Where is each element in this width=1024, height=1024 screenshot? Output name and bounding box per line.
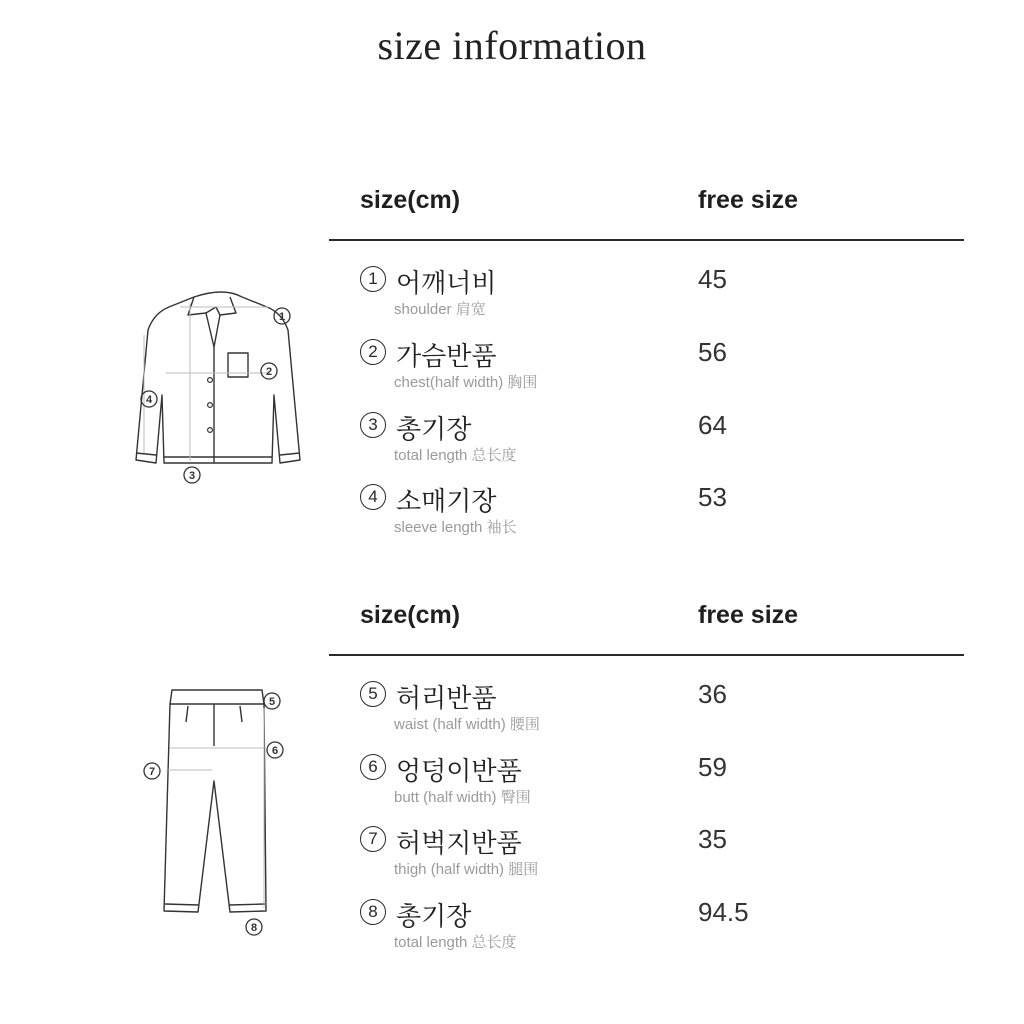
row-label-english: thigh (half width) 腿围 bbox=[394, 861, 539, 878]
row-value: 59 bbox=[698, 752, 727, 782]
row-number: 7 bbox=[360, 826, 386, 852]
size-row-shoulder bbox=[0, 266, 1024, 338]
row-label-korean: 허벅지반품 bbox=[396, 829, 522, 859]
row-label-english: butt (half width) 臀围 bbox=[394, 789, 531, 806]
row-label-korean: 엉덩이반품 bbox=[396, 757, 522, 787]
size-row-total-length bbox=[0, 412, 1024, 484]
header-free-size: free size bbox=[698, 601, 799, 629]
row-label-korean: 가슴반품 bbox=[396, 342, 497, 372]
row-label-korean: 허리반품 bbox=[396, 684, 497, 714]
row-value: 35 bbox=[698, 824, 727, 854]
row-label-korean: 총기장 bbox=[396, 902, 472, 932]
header-size-cm: size(cm) bbox=[360, 601, 461, 629]
row-label-korean: 어깨너비 bbox=[396, 269, 497, 299]
svg-text:8: 8 bbox=[250, 922, 258, 934]
row-value: 94.5 bbox=[698, 897, 749, 927]
row-label-english: chest(half width) 胸围 bbox=[394, 374, 538, 391]
row-value: 45 bbox=[698, 264, 727, 294]
row-number: 6 bbox=[360, 754, 386, 780]
header-divider bbox=[329, 654, 964, 656]
size-row-sleeve bbox=[0, 484, 1024, 556]
svg-text:4: 4 bbox=[145, 394, 153, 406]
row-label-korean: 소매기장 bbox=[396, 487, 497, 517]
size-row-thigh bbox=[0, 826, 1024, 898]
size-row-chest bbox=[0, 339, 1024, 411]
row-value: 56 bbox=[698, 337, 727, 367]
row-value: 64 bbox=[698, 410, 727, 440]
size-row-butt bbox=[0, 754, 1024, 826]
row-label-english: waist (half width) 腰围 bbox=[394, 716, 540, 733]
size-row-waist bbox=[0, 681, 1024, 753]
row-number: 1 bbox=[360, 266, 386, 292]
size-row-total-length bbox=[0, 899, 1024, 971]
row-label-english: shoulder 肩宽 bbox=[394, 301, 486, 318]
header-size-cm: size(cm) bbox=[360, 186, 461, 214]
row-number: 8 bbox=[360, 899, 386, 925]
page-title: size information bbox=[377, 23, 647, 68]
svg-text:6: 6 bbox=[271, 745, 279, 757]
row-label-english: total length 总长度 bbox=[394, 934, 517, 951]
header-free-size: free size bbox=[698, 186, 799, 214]
row-value: 53 bbox=[698, 482, 727, 512]
row-number: 5 bbox=[360, 681, 386, 707]
svg-text:2: 2 bbox=[265, 366, 273, 378]
row-number: 4 bbox=[360, 484, 386, 510]
svg-text:7: 7 bbox=[148, 766, 156, 778]
row-number: 3 bbox=[360, 412, 386, 438]
svg-text:3: 3 bbox=[188, 470, 196, 482]
row-value: 36 bbox=[698, 679, 727, 709]
row-label-korean: 총기장 bbox=[396, 415, 472, 445]
svg-text:1: 1 bbox=[278, 311, 286, 323]
svg-text:5: 5 bbox=[268, 696, 276, 708]
row-number: 2 bbox=[360, 339, 386, 365]
header-divider bbox=[329, 239, 964, 241]
row-label-english: total length 总长度 bbox=[394, 447, 517, 464]
row-label-english: sleeve length 袖长 bbox=[394, 519, 517, 536]
